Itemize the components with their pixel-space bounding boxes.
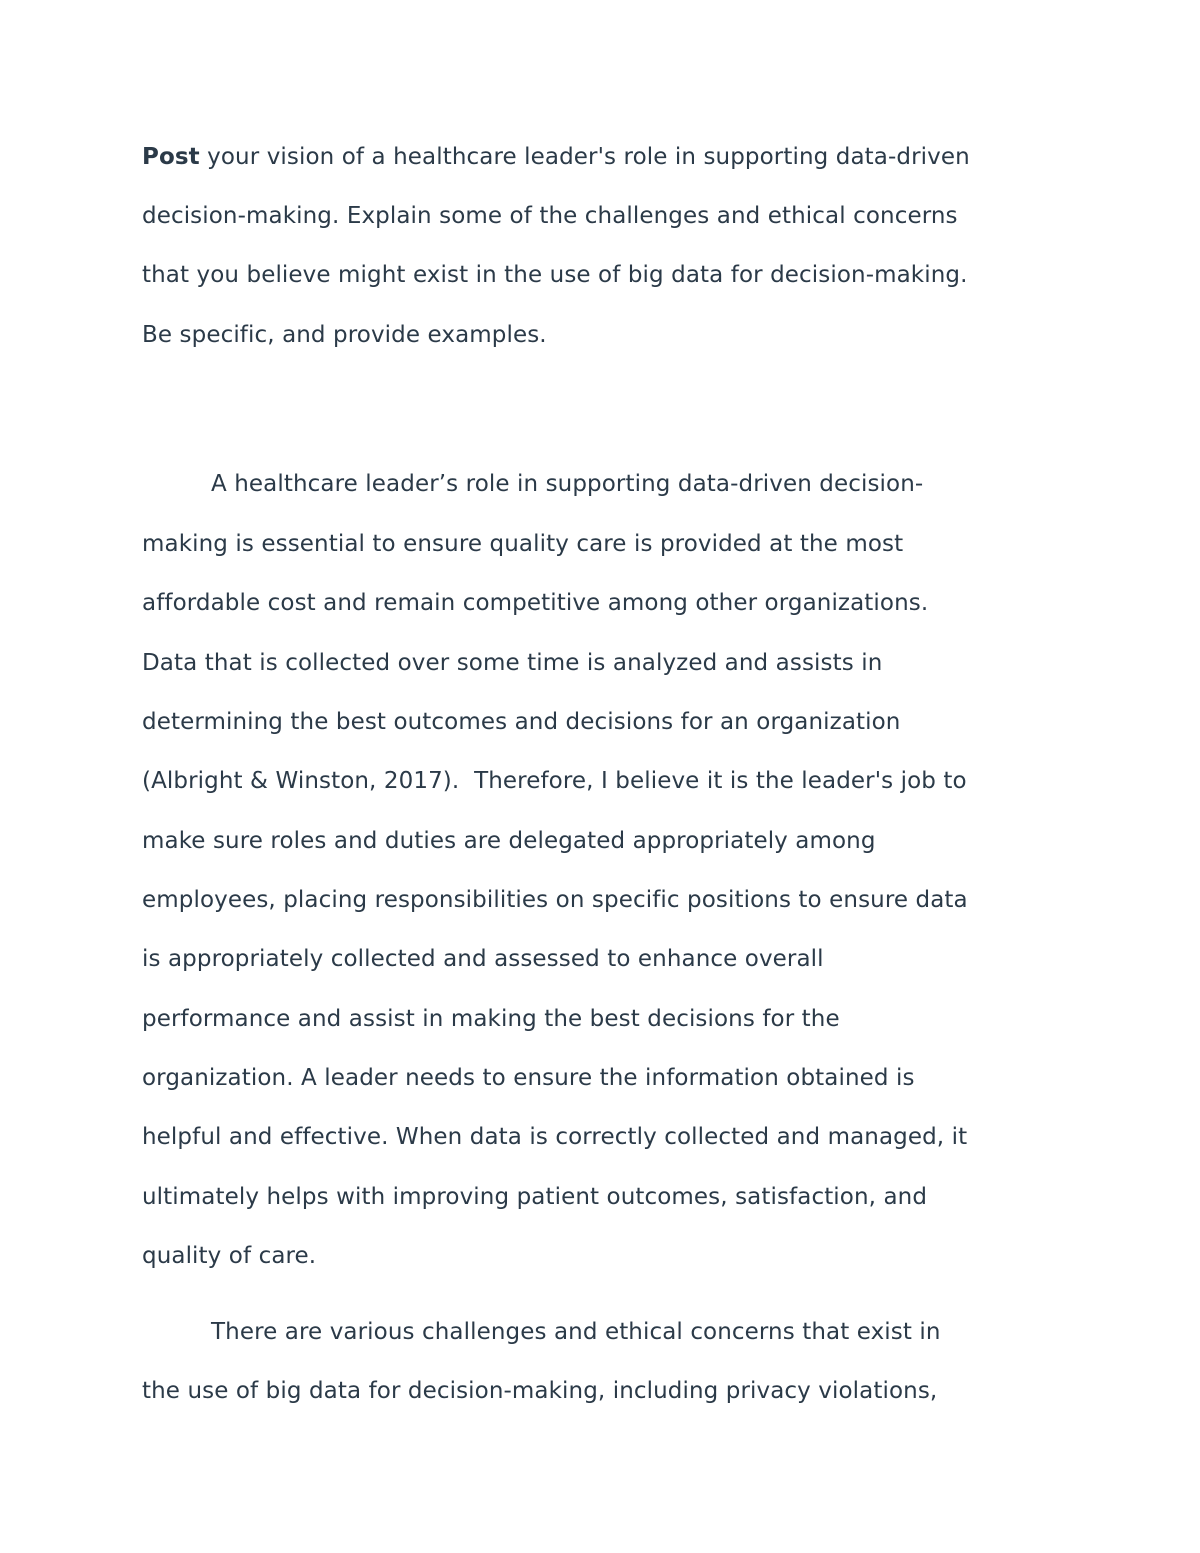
prompt-line-4: Be specific, and provide examples. [142,322,547,348]
paragraph-1-line: (Albright & Winston, 2017). Therefore, I believe it is the leader's job to [142,768,967,794]
paragraph-1-line: A healthcare leader’s role in supporting data-driven decision- [211,471,924,497]
paragraph-1-line: ultimately helps with improving patient outcomes, satisfaction, and [142,1184,928,1210]
paragraph-1-line: quality of care. [142,1243,317,1269]
paragraph-1-line: affordable cost and remain competitive among other organizations. [142,590,929,616]
prompt-line-2: decision-making. Explain some of the challenges and ethical concerns [142,203,958,229]
paragraph-2-line: There are various challenges and ethical concerns that exist in [211,1319,941,1345]
paragraph-1-line: make sure roles and duties are delegated appropriately among [142,828,876,854]
paragraph-1-line: helpful and effective. When data is correctly collected and managed, it [142,1124,968,1150]
paragraph-1-line: determining the best outcomes and decisions for an organization [142,709,901,735]
prompt-line-3: that you believe might exist in the use of big data for decision-making. [142,262,968,288]
paragraph-1-line: is appropriately collected and assessed to enhance overall [142,946,824,972]
prompt-line-1-text: your vision of a healthcare leader's role in supporting data-driven [199,144,970,170]
paragraph-1-line: organization. A leader needs to ensure the information obtained is [142,1065,915,1091]
paragraph-1-line: Data that is collected over some time is analyzed and assists in [142,650,883,676]
paragraph-2-line: the use of big data for decision-making, including privacy violations, [142,1378,938,1404]
paragraph-1-line: performance and assist in making the best decisions for the [142,1006,840,1032]
prompt-bold-word: Post [142,144,200,170]
prompt-line-1 [142,142,970,172]
paragraph-1-line: employees, placing responsibilities on specific positions to ensure data [142,887,968,913]
paragraph-1-line: making is essential to ensure quality care is provided at the most [142,531,904,557]
